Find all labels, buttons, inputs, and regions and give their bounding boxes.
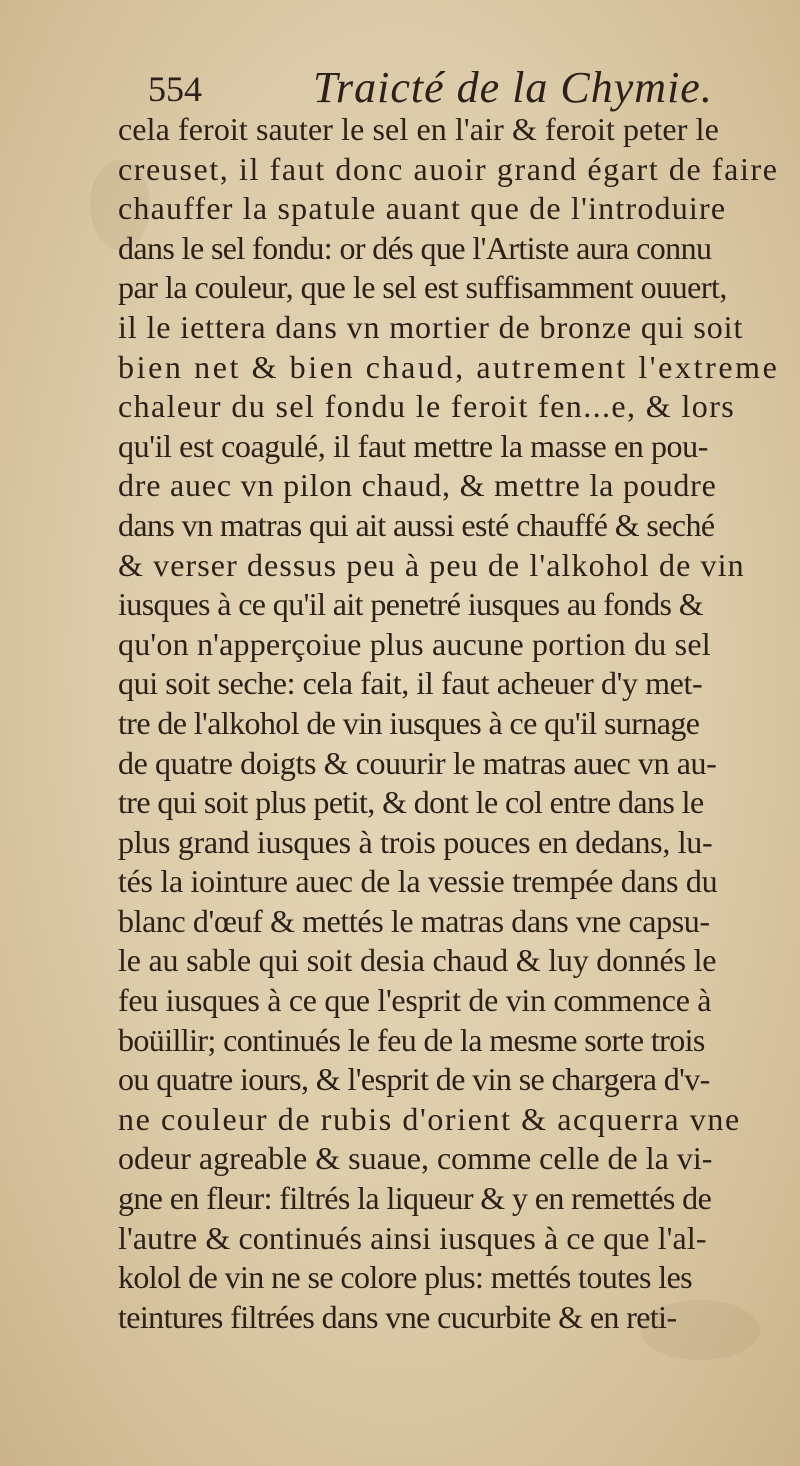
- text-line: dre auec vn pilon chaud, & mettre la poudre: [118, 467, 717, 504]
- text-line: plus grand iusques à trois pouces en dedans, lu-: [118, 823, 713, 860]
- text-line: dans le sel fondu: or dés que l'Artiste aura connu: [118, 229, 712, 266]
- body-text: [118, 110, 782, 1337]
- text-line: iusques à ce qu'il ait penetré iusques au fonds &: [118, 586, 704, 623]
- text-line: tre qui soit plus petit, & dont le col entre dans le: [118, 784, 704, 821]
- text-line: l'autre & continués ainsi iusques à ce que l'al-: [118, 1219, 707, 1256]
- text-line: tre de l'alkohol de vin iusques à ce qu'il surnage: [118, 704, 700, 741]
- text-line: feu iusques à ce que l'esprit de vin commence à: [118, 982, 712, 1019]
- text-line: blanc d'œuf & mettés le matras dans vne capsu-: [118, 902, 710, 939]
- text-line: dans vn matras qui ait aussi esté chauffé & seché: [118, 506, 715, 543]
- text-line: qu'on n'apperçoiue plus aucune portion du sel: [118, 625, 711, 662]
- text-line: kolol de vin ne se colore plus: mettés toutes les: [118, 1259, 693, 1296]
- text-line: chauffer la spatule auant que de l'introduire: [118, 190, 727, 227]
- text-line: teintures filtrées dans vne cucurbite & en reti-: [118, 1298, 677, 1335]
- page-number: 554: [148, 69, 202, 109]
- text-line: bien net & bien chaud, autrement l'extreme: [118, 348, 780, 385]
- text-line: & verser dessus peu à peu de l'alkohol de vin: [118, 546, 745, 583]
- text-line: ne couleur de rubis d'orient & acquerra vne: [118, 1100, 741, 1137]
- text-line: creuset, il faut donc auoir grand égart de faire: [118, 150, 779, 187]
- running-title: Traicté de la Chymie.: [313, 63, 713, 112]
- text-line: de quatre doigts & couurir le matras auec vn au-: [118, 744, 717, 781]
- text-line: le au sable qui soit desia chaud & luy donnés le: [118, 942, 717, 979]
- text-line: par la couleur, que le sel est suffisamment ouuert,: [118, 269, 727, 306]
- text-line: cela feroit sauter le sel en l'air & feroit peter le: [118, 111, 719, 147]
- text-line: ou quatre iours, & l'esprit de vin se chargera d'v-: [118, 1061, 710, 1098]
- text-line: odeur agreable & suaue, comme celle de la vi-: [118, 1140, 713, 1177]
- text-line: qu'il est coagulé, il faut mettre la masse en pou-: [118, 427, 709, 464]
- text-line: tés la iointure auec de la vessie trempée dans du: [118, 863, 718, 900]
- text-line: boüillir; continués le feu de la mesme sorte trois: [118, 1021, 705, 1058]
- text-line: chaleur du sel fondu le feroit fen...e, & lors: [118, 388, 736, 425]
- page-header: [148, 62, 760, 112]
- text-line: il le iettera dans vn mortier de bronze qui soit: [118, 308, 744, 345]
- text-line: gne en fleur: filtrés la liqueur & y en remettés de: [118, 1180, 712, 1217]
- text-line: qui soit seche: cela fait, il faut acheuer d'y met-: [118, 665, 703, 702]
